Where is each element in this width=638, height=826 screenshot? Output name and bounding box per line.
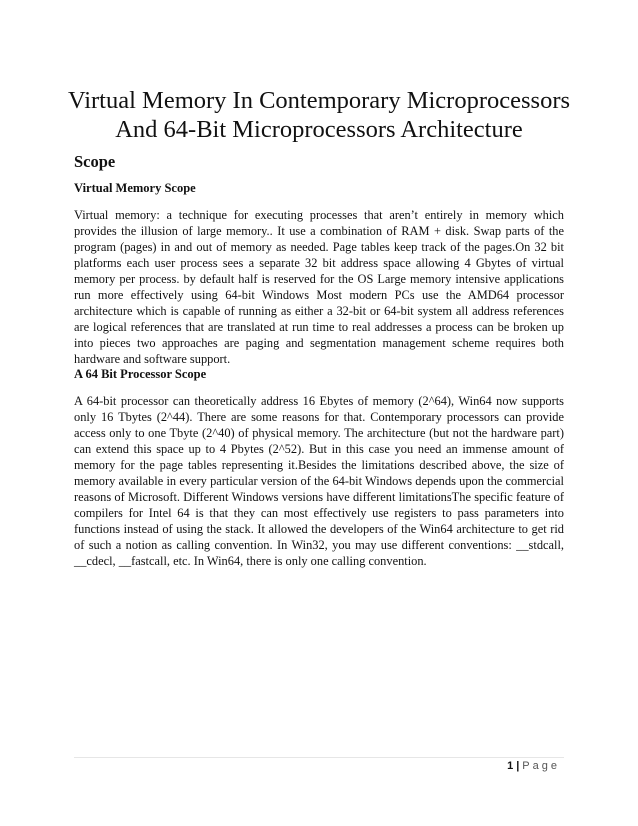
- section-heading-64-bit: A 64 Bit Processor Scope: [74, 367, 207, 381]
- page-footer: [507, 760, 560, 772]
- section-body-virtual-memory: Virtual memory: a technique for executing processes that aren’t entirely in memory which provides the illusion of large memory.. It use a combination of RAM + disk. Swap parts of the program (pages) in and out of memory as needed. Page tables keep track of the pages.On 32 bit platforms each user process sees a separate 32 bit address space allowing 4 Gbytes of virtual memory per process. by default half is reserved for the OS Large memory intensive applications run more effectively using 64-bit Windows Most modern PCs use the AMD64 processor architecture which is capable of running as either a 32-bit or 64-bit system all address references are logical references that are translated at run time to real addresses a process can be broken up into pieces two approaches are paging and segmentation management scheme requires both hardware and software support.: [74, 208, 564, 367]
- page-number: 1: [507, 760, 514, 772]
- footer-divider: [74, 757, 564, 758]
- document-title: [60, 86, 578, 144]
- title-line-1: Virtual Memory In Contemporary Microprocessors: [67, 87, 571, 114]
- scope-heading: Scope: [74, 152, 116, 171]
- section-heading-virtual-memory: Virtual Memory Scope: [74, 181, 196, 195]
- section-body-64-bit: A 64-bit processor can theoretically address 16 Ebytes of memory (2^64), Win64 now supports only 16 Tbytes (2^44). There are some reasons for that. Contemporary processors can provide access only to one Tbyte (2^40) of physical memory. The architecture (but not the hardware part) can extend this space up to 4 Pbytes (2^52). But in this case you need an immense amount of memory for the page tables representing it.Besides the limitations described above, the size of memory available in every particular version of the 64-bit Windows depends upon the commercial reasons of Microsoft. Different Windows versions have different limitationsThe specific feature of compilers for Intel 64 is that they can most effectively use registers to pass parameters into functions instead of using the stack. It allowed the developers of the Win64 architecture to get rid of such a notion as calling convention. In Win32, you may use different conventions: __stdcall, __cdecl, __fastcall, etc. In Win64, there is only one calling convention.: [74, 394, 564, 569]
- footer-separator: |: [516, 760, 520, 772]
- title-line-2: And 64-Bit Microprocessors Architecture: [115, 116, 523, 143]
- page-label: Page: [522, 760, 560, 772]
